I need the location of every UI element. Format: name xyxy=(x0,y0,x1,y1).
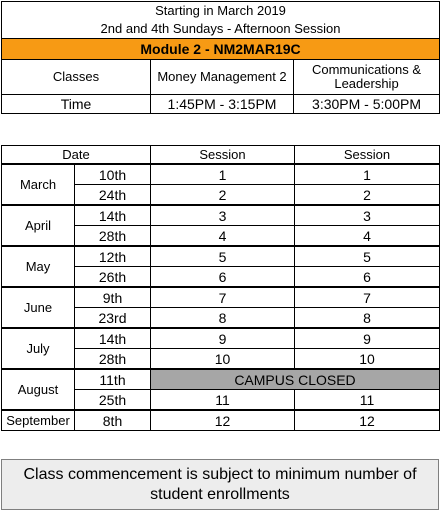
time-course2: 3:30PM - 5:00PM xyxy=(294,95,440,114)
session2-cell: 1 xyxy=(295,164,440,185)
schedule-title: Starting in March 2019 xyxy=(2,2,440,21)
date-cell: 9th xyxy=(75,287,151,308)
session2-cell: 8 xyxy=(295,308,440,329)
note-line-1: Class commencement is subject to minimum number of xyxy=(23,465,417,483)
month-june: June xyxy=(2,287,75,328)
session1-cell: 9 xyxy=(151,328,295,349)
table-row xyxy=(2,410,440,431)
session-schedule-table xyxy=(1,145,440,431)
session1-cell: 10 xyxy=(151,349,295,370)
date-cell: 23rd xyxy=(75,308,151,329)
month-may: May xyxy=(2,246,75,287)
enrollment-note xyxy=(1,459,439,510)
session1-cell: 6 xyxy=(151,267,295,288)
classes-label: Classes xyxy=(2,60,151,95)
module-banner: Module 2 - NM2MAR19C xyxy=(2,39,440,60)
time-course1: 1:45PM - 3:15PM xyxy=(151,95,294,114)
session1-cell: 8 xyxy=(151,308,295,329)
session2-cell: 6 xyxy=(295,267,440,288)
session1-cell: 11 xyxy=(151,390,295,411)
session2-header: Session xyxy=(295,146,440,165)
session2-cell: 7 xyxy=(295,287,440,308)
table-row xyxy=(2,246,440,267)
date-cell: 12th xyxy=(75,246,151,267)
date-cell: 28th xyxy=(75,226,151,247)
table-row xyxy=(2,328,440,349)
course-money-management: Money Management 2 xyxy=(151,60,294,95)
session2-cell: 3 xyxy=(295,205,440,226)
date-cell: 26th xyxy=(75,267,151,288)
table-row xyxy=(2,369,440,390)
month-april: April xyxy=(2,205,75,246)
date-header: Date xyxy=(2,146,151,165)
month-march: March xyxy=(2,164,75,205)
campus-closed-cell: CAMPUS CLOSED xyxy=(151,369,440,390)
date-cell: 8th xyxy=(75,410,151,431)
date-cell: 14th xyxy=(75,328,151,349)
session1-header: Session xyxy=(151,146,295,165)
session2-cell: 9 xyxy=(295,328,440,349)
date-cell: 25th xyxy=(75,390,151,411)
course-communications: Communications & Leadership xyxy=(294,60,440,95)
session2-cell: 4 xyxy=(295,226,440,247)
date-cell: 11th xyxy=(75,369,151,390)
session2-cell: 12 xyxy=(295,410,440,431)
date-cell: 24th xyxy=(75,185,151,206)
session1-cell: 7 xyxy=(151,287,295,308)
session1-cell: 4 xyxy=(151,226,295,247)
session2-cell: 11 xyxy=(295,390,440,411)
session1-cell: 1 xyxy=(151,164,295,185)
session2-cell: 2 xyxy=(295,185,440,206)
table-row xyxy=(2,164,440,185)
month-september: September xyxy=(2,410,75,431)
session1-cell: 3 xyxy=(151,205,295,226)
note-line-2: student enrollments xyxy=(150,485,290,503)
time-label: Time xyxy=(2,95,151,114)
table-row xyxy=(2,287,440,308)
module-info-table xyxy=(1,1,440,114)
session1-cell: 2 xyxy=(151,185,295,206)
session1-cell: 12 xyxy=(151,410,295,431)
month-july: July xyxy=(2,328,75,369)
date-cell: 28th xyxy=(75,349,151,370)
session1-cell: 5 xyxy=(151,246,295,267)
table-row xyxy=(2,205,440,226)
date-cell: 10th xyxy=(75,164,151,185)
session2-cell: 10 xyxy=(295,349,440,370)
date-cell: 14th xyxy=(75,205,151,226)
session2-cell: 5 xyxy=(295,246,440,267)
schedule-subtitle: 2nd and 4th Sundays - Afternoon Session xyxy=(2,20,440,39)
month-august: August xyxy=(2,369,75,410)
